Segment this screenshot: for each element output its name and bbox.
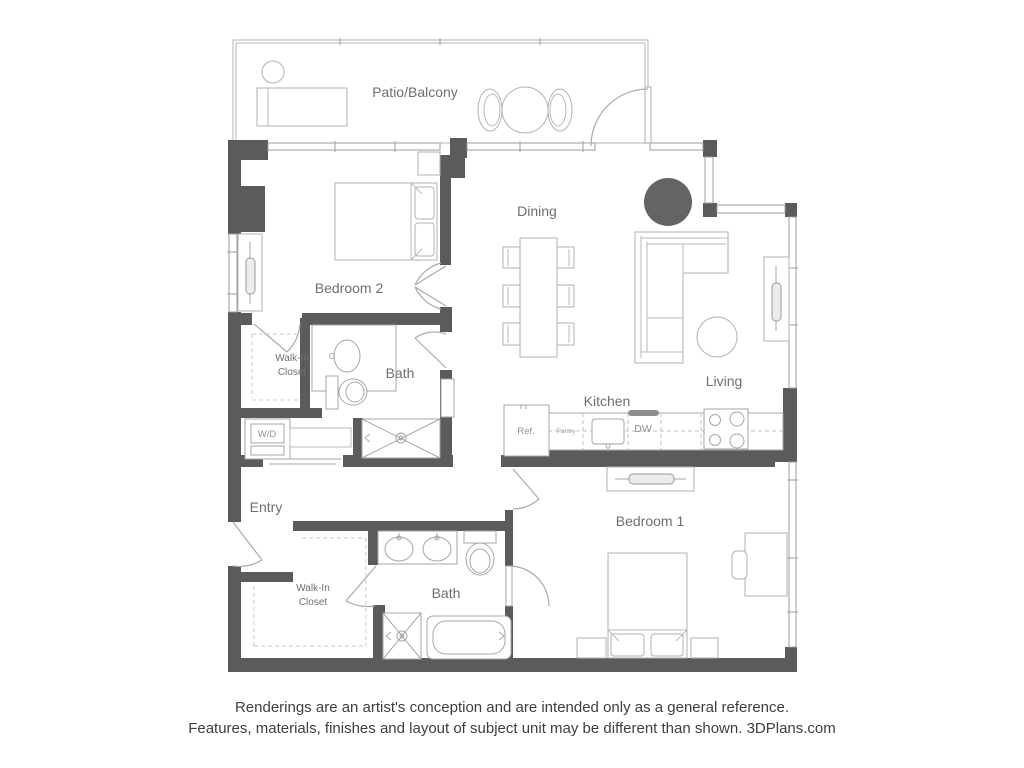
door-bath-upper [415,332,446,368]
wall [440,155,465,178]
room-label-bath-lower: Bath [431,585,461,601]
wall [228,140,268,160]
wall [240,313,252,325]
patio-railing-ticks [340,38,540,45]
window [789,462,796,647]
wall [548,450,775,467]
kitchen-faucet-dot [606,444,610,448]
door-walk-in-closet-upper [254,324,300,352]
bed-bedroom1 [608,553,687,658]
window [717,205,785,213]
dining-chair [557,323,574,345]
patio-dining-set [478,87,572,133]
kitchen-sink [592,419,624,444]
wall [450,138,467,158]
window [229,234,237,312]
patio-chair [478,89,502,131]
bathtub [427,616,511,659]
window [268,143,440,150]
dining [503,203,574,357]
dining-chair [503,247,520,268]
shower [383,613,421,659]
disclaimer-line2: Features, materials, finishes and layout of subject unit may be different than shown. 3DPlans.com [188,720,836,737]
wall [228,158,241,234]
pillow [415,187,434,219]
door-bath-lower [506,566,549,606]
door-swing-arc [591,89,648,146]
door-bedroom2-double [415,263,446,309]
tv-console-bedroom1 [607,467,694,491]
toilet-bowl [339,379,367,405]
laundry-bypass-doors [264,459,341,464]
room-label-bedroom1: Bedroom 1 [615,513,685,529]
tv-screen [246,258,255,294]
desk [745,533,787,596]
tv-screen [629,474,674,484]
door-walk-in-closet-lower [346,566,376,607]
window [467,143,595,150]
window [650,143,703,150]
refrigerator-label: Ref. [517,426,535,437]
wall [368,531,378,565]
walk-in-closet-lower [254,538,366,646]
wall [300,318,310,410]
door-leaf [506,566,512,606]
disclaimer [188,699,836,737]
nightstand [418,152,440,175]
wall [241,186,265,232]
wall [228,658,797,672]
door-swing-arcs [415,263,441,309]
window [789,217,796,388]
dining-table [520,238,557,357]
room-label-living: Living [705,373,743,389]
laundry-counter [290,428,351,447]
wall [505,510,513,566]
pillow [651,634,683,656]
room-label-wic-upper-2: Closet [277,367,307,378]
door-entry [233,522,262,566]
door-leaves [415,266,446,306]
bath-upper [312,325,454,458]
stove [704,409,748,449]
wall-niche [441,379,454,417]
dishwasher-handle [628,410,659,416]
pillow [415,223,434,256]
patio-lounge-chair [257,88,347,126]
window [705,157,713,203]
wall [440,176,451,265]
room-label-dining: Dining [517,203,557,219]
laundry [245,419,351,464]
structural-column [644,178,692,226]
bedroom1 [577,467,787,658]
door-leaf-and-arc [346,566,376,607]
door-bedroom1 [513,469,539,509]
room-label-entry: Entry [249,499,283,515]
dining-chair [503,285,520,307]
kitchen [504,393,783,456]
wall [703,203,717,217]
wall [501,455,548,467]
dining-chair [557,247,574,268]
patio-chair [548,89,572,131]
toilet [464,531,496,575]
room-label-kitchen: Kitchen [583,393,631,409]
wall [240,572,293,582]
wall [293,521,513,531]
dining-chair [503,323,520,345]
desk-chair [732,551,747,579]
entry [250,499,283,515]
bed-bedroom2 [335,183,437,260]
pantry-label: Pantry [556,428,576,435]
wall [228,408,322,418]
wall [783,388,797,462]
door-leaf-and-arc [254,324,300,352]
round-ottoman [697,317,737,357]
door-leaf-and-arc [233,522,262,566]
door-leaf-and-arc [513,469,539,509]
room-label-wic-lower-1: Walk-In [296,583,330,594]
dining-chair [557,285,574,307]
nightstand [691,638,718,658]
bedroom2 [238,152,440,311]
wall [228,566,241,658]
door-leaf [645,87,651,143]
room-label-bath-upper: Bath [385,365,415,381]
nightstand [577,638,606,658]
toilet-tank [464,531,496,543]
patio-side-table [262,61,284,83]
wall [703,140,717,157]
shower [362,419,440,458]
toilet [326,376,367,409]
disclaimer-line1: Renderings are an artist's conception and are intended only as a general reference. [234,699,790,716]
wall [785,203,797,217]
washer-dryer-label: W/D [257,429,277,440]
patio-table [502,87,548,133]
dishwasher-label: DW [634,423,652,435]
tv-screen [772,283,781,321]
room-label-wic-upper-1: Walk-In [275,353,309,364]
door-swing-arc [509,566,549,606]
door-leaf-and-arc [415,332,446,368]
door-patio [591,87,651,146]
wall [302,313,452,325]
bath-lower [378,531,511,659]
tv-console-bedroom2 [238,234,262,311]
room-label-bedroom2: Bedroom 2 [314,280,384,296]
toilet-tank [326,376,338,409]
tv-console-living [764,257,789,341]
patio-balcony [233,38,648,143]
room-label-wic-lower-2: Closet [298,597,328,608]
room-label-patio: Patio/Balcony [372,84,458,100]
wall [440,307,452,332]
